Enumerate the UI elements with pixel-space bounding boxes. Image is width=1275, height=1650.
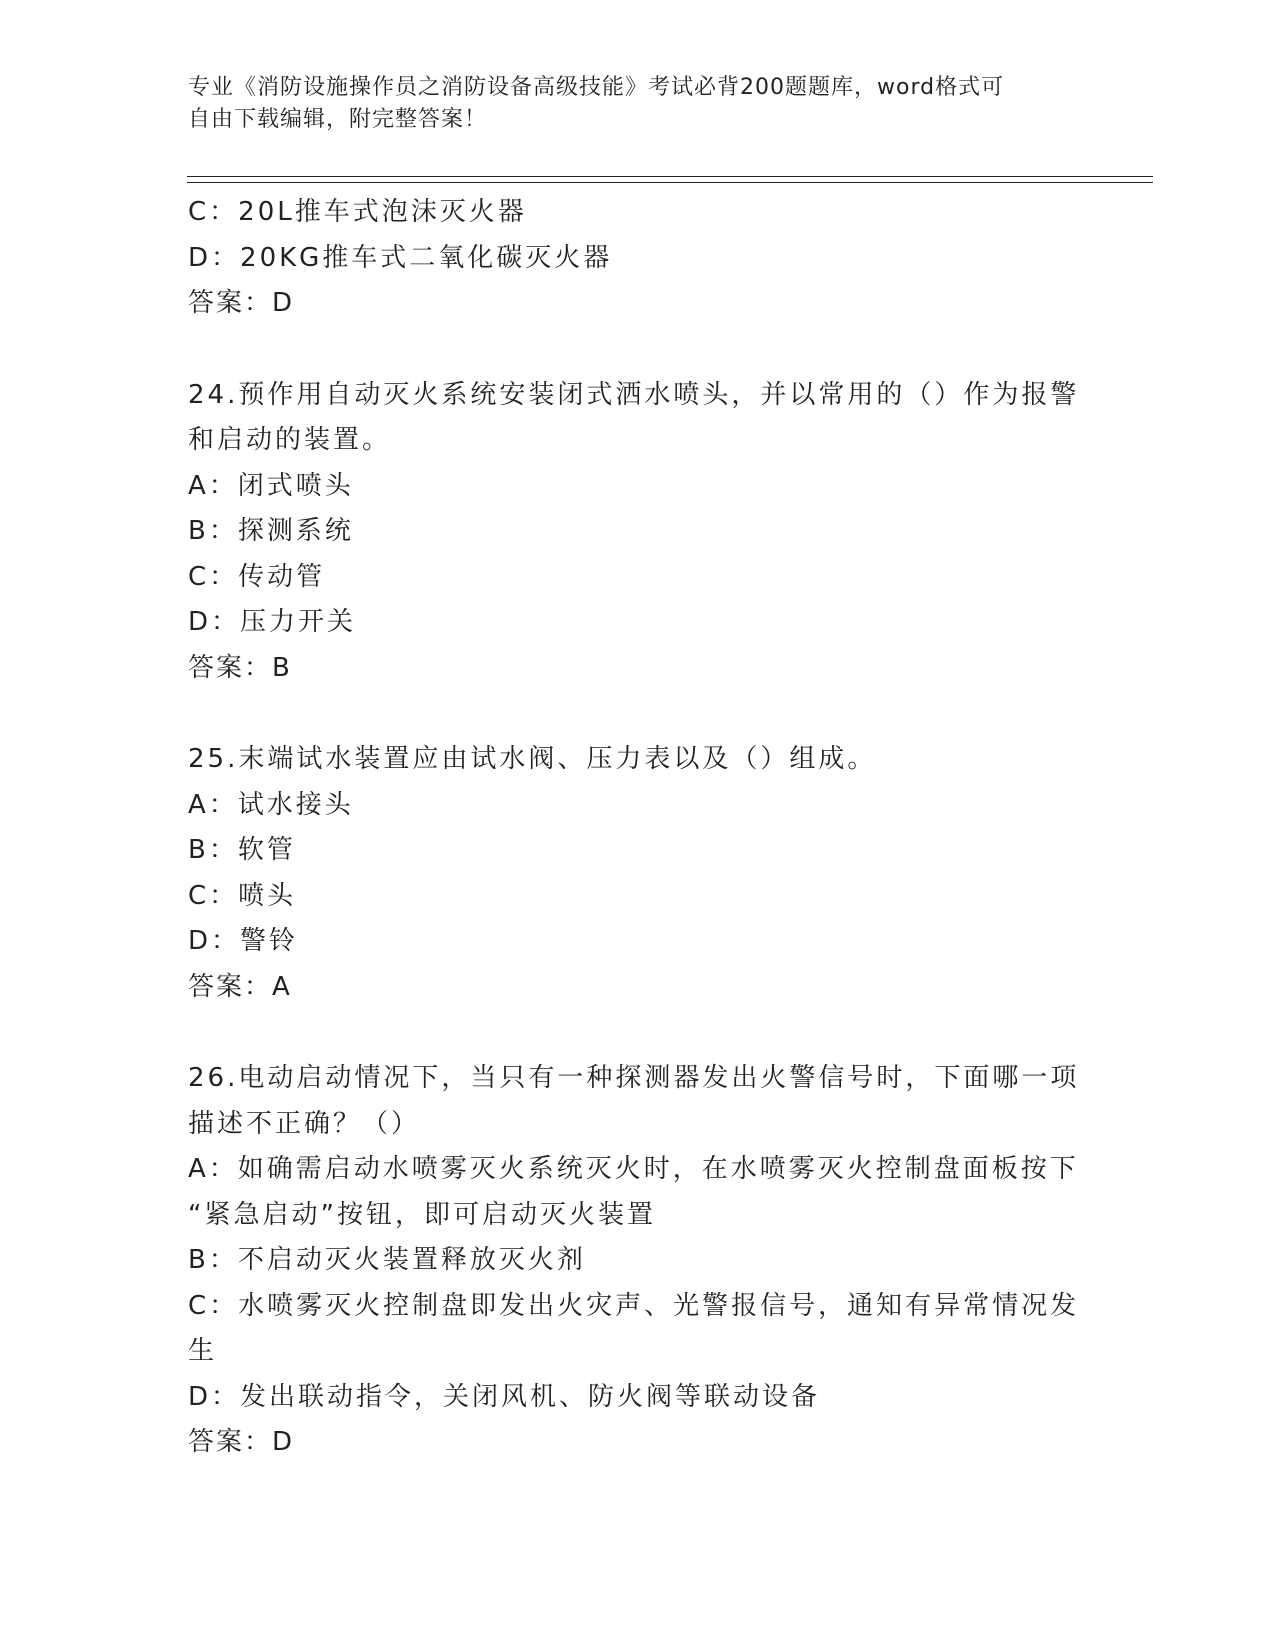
option-a: A：闭式喷头 — [188, 470, 354, 501]
option-a-line-2: “紧急启动”按钮，即可启动灭火装置 — [188, 1199, 656, 1230]
question-24 — [188, 373, 1088, 692]
answer-line: 答案：B — [188, 652, 292, 683]
option-b: B：不启动灭火装置释放灭火剂 — [188, 1245, 586, 1275]
option-c: C：喷头 — [188, 880, 297, 911]
question-text-line-2: 和启动的装置。 — [188, 425, 392, 455]
question-26 — [188, 1056, 1088, 1466]
option-d: D：20KG推车式二氧化碳灭火器 — [188, 242, 613, 273]
option-d: D：发出联动指令，关闭风机、防火阀等联动设备 — [188, 1381, 821, 1412]
option-d: D：压力开关 — [188, 607, 357, 637]
question-text-line-2: 描述不正确？（） — [188, 1108, 421, 1139]
option-b: B：探测系统 — [188, 516, 354, 546]
question-text-line-1: 26.电动启动情况下，当只有一种探测器发出火警信号时，下面哪一项 — [188, 1063, 1080, 1093]
option-a-line-1: A：如确需启动水喷雾灭火系统灭火时，在水喷雾灭火控制盘面板按下 — [188, 1154, 1079, 1184]
document-header — [188, 72, 1068, 136]
option-d: D：警铃 — [188, 926, 299, 956]
option-c-line-1: C：水喷雾灭火控制盘即发出火灾声、光警报信号，通知有异常情况发 — [188, 1290, 1080, 1321]
header-line-2: 自由下载编辑，附完整答案！ — [188, 107, 488, 132]
answer-line: 答案：D — [188, 1427, 295, 1457]
header-line-1: 专业《消防设施操作员之消防设备高级技能》考试必背200题题库，word格式可 — [188, 75, 1005, 100]
answer-line: 答案：A — [188, 971, 292, 1002]
header-divider-bottom — [187, 182, 1153, 183]
header-divider-top — [187, 176, 1153, 177]
question-23-tail — [188, 190, 1088, 327]
question-content — [188, 190, 1088, 1466]
option-c: C：传动管 — [188, 561, 326, 592]
answer-line: 答案：D — [188, 288, 295, 318]
option-a: A：试水接头 — [188, 789, 354, 820]
option-b: B：软管 — [188, 835, 296, 865]
question-text-line-1: 24.预作用自动灭火系统安装闭式洒水喷头，并以常用的（）作为报警 — [188, 379, 1080, 410]
option-c: C：20L推车式泡沫灭火器 — [188, 197, 527, 227]
question-25 — [188, 737, 1088, 1010]
question-text-line-1: 25.末端试水装置应由试水阀、压力表以及（）组成。 — [188, 744, 877, 774]
option-c-line-2: 生 — [188, 1336, 218, 1366]
